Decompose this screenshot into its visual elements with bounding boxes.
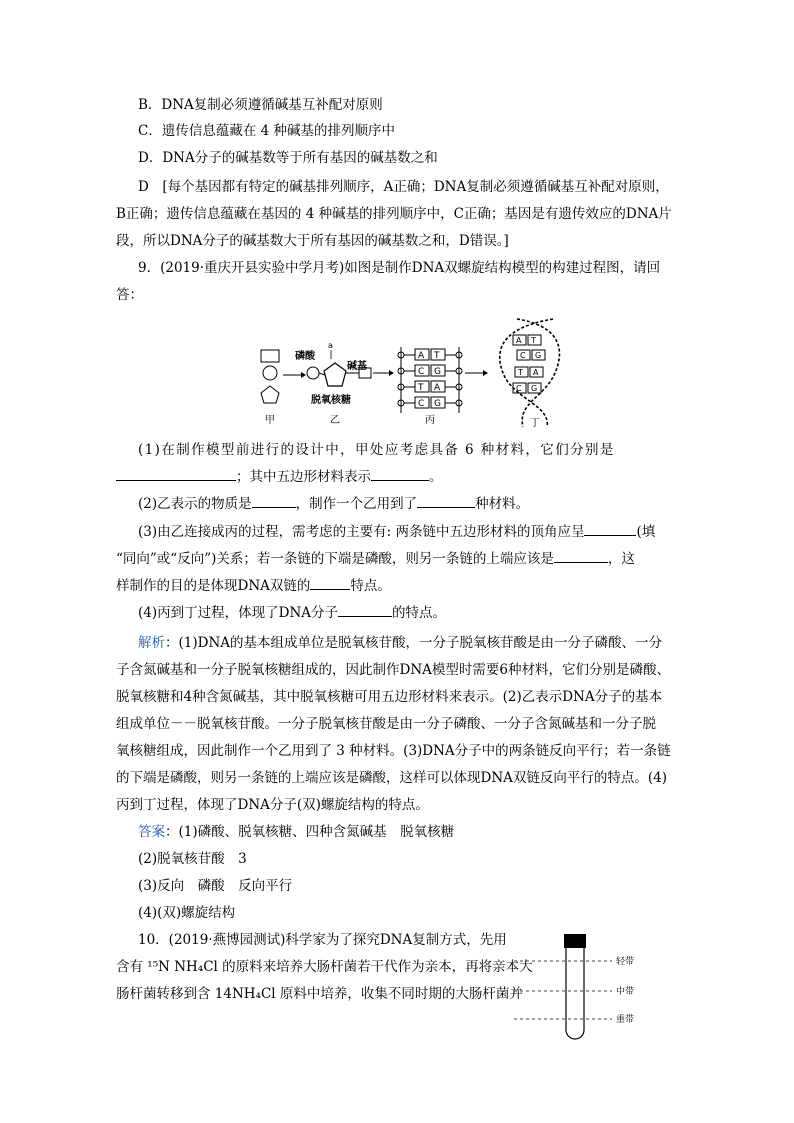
question-10-line-2: 含有 ¹⁵N NH₄Cl 的原料来培养大肠杆菌若干代作为亲本，再将亲本大 xyxy=(116,959,533,975)
sub-question-3-text-d: ，这 xyxy=(607,551,635,567)
helix-rung-3 xyxy=(515,367,543,377)
answer-blank-4[interactable] xyxy=(417,493,475,508)
ladder-base-1a: A xyxy=(418,351,425,361)
sub-question-1-end: 。 xyxy=(429,469,443,485)
sub-question-3-text-b: (填 xyxy=(636,524,656,540)
analysis-label: 解析 xyxy=(138,635,165,651)
helix-base-2a: C xyxy=(520,351,526,360)
ladder-base-2b: G xyxy=(434,367,441,377)
option-c: C．遗传信息蕴藏在 4 种碱基的排列顺序中 xyxy=(138,123,396,139)
arrow-head-1 xyxy=(301,372,306,378)
sub-question-1-mid: ；其中五边形材料表示 xyxy=(236,469,371,485)
question-9-line-2: 答： xyxy=(116,287,143,303)
label-ding: 丁 xyxy=(530,418,540,429)
answer-line-1 xyxy=(138,819,454,845)
pentagon-material xyxy=(261,386,279,403)
helix-rung-4 xyxy=(513,383,541,393)
analysis-text-1: ：(1)DNA的基本组成单位是脱氧核苷酸，一分子脱氧核苷酸是由一分子磷酸、一分 xyxy=(165,635,663,651)
ladder-structure xyxy=(398,347,462,413)
helix-base-1b: T xyxy=(531,336,536,345)
helix-rung-1 xyxy=(513,335,541,345)
answer-blank-8[interactable] xyxy=(338,602,392,617)
ladder-base-1b: T xyxy=(434,351,440,361)
sub-question-1-text: (1)在制作模型前进行的设计中，甲处应考虑具备 6 种材料，它们分别是 xyxy=(138,442,615,458)
answer-line-2: (2)脱氧核苷酸 3 xyxy=(138,851,247,867)
light-band-label: 轻带 xyxy=(616,957,635,967)
helix-base-4b: G xyxy=(531,384,538,393)
sub-question-3-text-a: (3)由乙连接成丙的过程，需考虑的主要有: 两条链中五边形材料的顶角应呈 xyxy=(138,524,585,540)
answer-blank-6[interactable] xyxy=(554,548,608,563)
sub-question-4-text-b: 的特点。 xyxy=(392,605,447,621)
middle-band-label: 中带 xyxy=(616,987,635,997)
label-jia: 甲 xyxy=(265,415,275,426)
arrow-head-2 xyxy=(389,370,394,376)
sub-question-1-line-2 xyxy=(116,464,443,490)
answer-line-3: (3)反向 磷酸 反向平行 xyxy=(138,878,293,894)
ladder-rung-3 xyxy=(398,381,462,393)
sub-question-2 xyxy=(138,491,529,517)
ladder-rung-4 xyxy=(398,397,462,409)
answer-blank-2[interactable] xyxy=(371,466,429,481)
option-d: D．DNA分子的碱基数等于所有基因的碱基数之和 xyxy=(138,150,438,166)
answer-blank-7[interactable] xyxy=(310,575,350,590)
sub-question-2-text-b: ，制作一个乙用到了 xyxy=(295,496,418,512)
helix-base-1a: A xyxy=(516,336,522,345)
sub-question-2-text-c: 种材料。 xyxy=(475,496,530,512)
explanation-line-1: D [每个基因都有特定的碱基排列顺序，A正确；DNA复制必须遵循碱基互补配对原则， xyxy=(138,179,669,195)
label-a: a xyxy=(328,341,333,350)
analysis-line-7: 丙到丁过程，体现了DNA分子(双)螺旋结构的特点。 xyxy=(116,797,429,813)
analysis-line-6: 的下端是磷酸，则另一条链的上端应该是磷酸，这样可以体现DNA双链反向平行的特点。(4) xyxy=(116,770,668,786)
sub-question-3-text-f: 特点。 xyxy=(350,578,391,594)
tube-cap xyxy=(564,934,586,948)
sub-question-4 xyxy=(138,600,446,626)
sub-question-1-line-1 xyxy=(138,437,615,463)
helix-base-3b: A xyxy=(533,368,539,377)
analysis-line-5: 氧核糖组成，因此制作一个乙用到了 3 种材料。(3)DNA分子中的两条链反向平行；若一条链 xyxy=(116,743,671,759)
explanation-line-2: B正确；遗传信息蕴藏在基因的 4 种碱基的排列顺序中，C正确；基因是有遗传效应的DNA片 xyxy=(116,206,672,222)
phosphate-circle xyxy=(307,367,319,379)
square-material xyxy=(261,350,279,362)
answer-blank-1[interactable] xyxy=(116,466,236,481)
helix-base-4a: C xyxy=(516,384,522,393)
label-phosphate: 磷酸 xyxy=(295,351,315,362)
sub-question-3-line-2 xyxy=(116,546,635,572)
helix-base-2b: G xyxy=(535,351,542,360)
answer-label: 答案 xyxy=(138,824,165,840)
analysis-line-2: 子含氮碱基和一分子脱氧核糖组成的，因此制作DNA模型时需要6种材料，它们分别是磷酸、 xyxy=(116,662,670,678)
label-base: 碱基 xyxy=(347,361,367,372)
ladder-base-3b: A xyxy=(434,383,441,393)
question-10-line-1: 10．(2019·燕博园测试)科学家为了探究DNA复制方式，先用 xyxy=(138,932,507,948)
label-bing: 丙 xyxy=(425,415,435,426)
ladder-base-4b: G xyxy=(434,399,441,409)
answer-line-4: (4)(双)螺旋结构 xyxy=(138,905,236,921)
ladder-base-4a: C xyxy=(418,399,425,409)
sub-question-3-line-1 xyxy=(138,519,655,545)
circle-material xyxy=(263,366,277,380)
label-yi: 乙 xyxy=(330,415,340,426)
ladder-base-2a: C xyxy=(418,367,425,377)
arrow-head-3 xyxy=(483,370,488,376)
ladder-rung-2 xyxy=(398,365,462,377)
ladder-rung-1 xyxy=(398,349,462,361)
answer-blank-3[interactable] xyxy=(252,493,296,508)
sub-question-3-text-c: “同向”或“反向”)关系；若一条链的下端是磷酸，则另一条链的上端应该是 xyxy=(116,551,554,567)
analysis-line-3: 脱氧核糖和4种含氮碱基，其中脱氧核糖可用五边形材料来表示。(2)乙表示DNA分子的基本 xyxy=(116,689,663,705)
analysis-line-1 xyxy=(138,630,662,656)
test-tube-figure xyxy=(512,930,652,1042)
ladder-base-3a: T xyxy=(418,383,424,393)
sub-question-2-text-a: (2)乙表示的物质是 xyxy=(138,496,252,512)
question-10-line-3: 肠杆菌转移到含 14NH₄Cl 原料中培养，收集不同时期的大肠杆菌并 xyxy=(116,986,523,1002)
option-b: B．DNA复制必须遵循碱基互补配对原则 xyxy=(138,97,383,113)
sub-question-3-line-3 xyxy=(116,573,391,599)
tube-body xyxy=(566,948,584,1039)
sub-question-3-text-e: 样制作的目的是体现DNA双链的 xyxy=(116,578,311,594)
heavy-band-label: 重带 xyxy=(616,1015,635,1025)
helix-base-3a: T xyxy=(518,368,523,377)
answer-text-1: ：(1)磷酸、脱氧核糖、四种含氮碱基 脱氧核糖 xyxy=(165,824,455,840)
sub-question-4-text-a: (4)丙到丁过程，体现了DNA分子 xyxy=(138,605,339,621)
helix-structure xyxy=(500,319,560,427)
dna-model-figure xyxy=(255,315,585,430)
question-9-line-1: 9．(2019·重庆开县实验中学月考)如图是制作DNA双螺旋结构模型的构建过程图，请回 xyxy=(138,260,661,276)
helix-rung-2 xyxy=(517,350,545,360)
label-deoxyribose: 脱氧核糖 xyxy=(311,395,351,406)
explanation-line-3: 段，所以DNA分子的碱基数大于所有基因的碱基数之和，D错误。] xyxy=(116,233,509,249)
answer-blank-5[interactable] xyxy=(584,521,636,536)
analysis-line-4: 组成单位－－脱氧核苷酸。一分子脱氧核苷酸是由一分子磷酸、一分子含氮碱基和一分子脱 xyxy=(116,716,656,732)
deoxyribose-pentagon xyxy=(324,363,346,386)
